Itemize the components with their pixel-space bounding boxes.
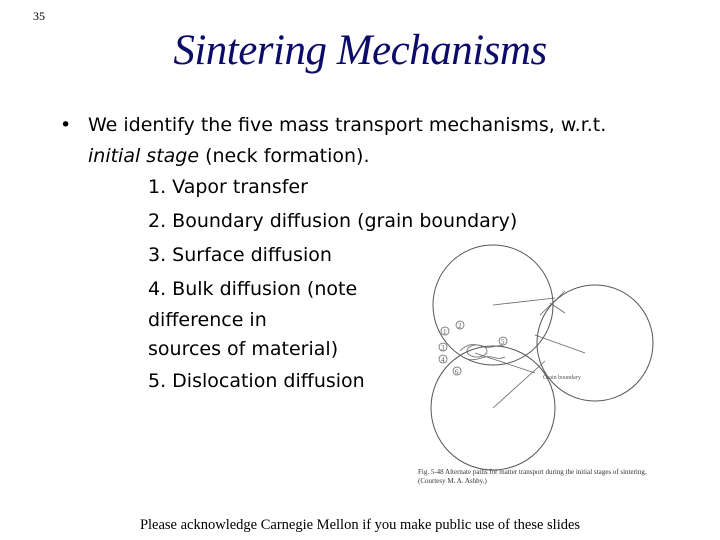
- center-line-top: [493, 298, 555, 305]
- path-label-6: 6: [455, 368, 459, 376]
- mechanism-item-4: 4. Bulk diffusion (note: [148, 278, 358, 300]
- bullet-icon: •: [60, 114, 72, 136]
- slide-number: 35: [33, 9, 45, 23]
- intro-italic-text: initial stage: [88, 145, 200, 167]
- intro-line-1: We identify the five mass transport mechanisms, w.r.t.: [88, 114, 607, 136]
- slide-title: Sintering Mechanisms: [173, 27, 547, 74]
- path-label-3: 3: [441, 344, 445, 352]
- path-label-4: 4: [441, 356, 445, 364]
- path-label-5: 5: [501, 338, 505, 346]
- bullet-item: [60, 108, 680, 170]
- caption-line-1: Fig. 5-48 Alternate paths for matter transport during the initial stages of sintering.: [418, 468, 647, 476]
- footer-note: Please acknowledge Carnegie Mellon if you make public use of these slides: [139, 517, 581, 533]
- mechanism-item-2: 2. Boundary diffusion (grain boundary): [148, 210, 518, 232]
- neck-region: [467, 345, 487, 357]
- grain-boundary-label: Grain boundary: [543, 375, 581, 381]
- center-line-right: [535, 335, 585, 353]
- path-label-2: 2: [458, 322, 462, 330]
- caption-line-2: (Courtesy M. A. Ashby.): [418, 477, 487, 485]
- mechanism-item-3: 3. Surface diffusion: [148, 244, 332, 266]
- intro-line-2: [88, 142, 680, 170]
- intro-rest-text: (neck formation).: [199, 145, 370, 167]
- mechanism-item-1: 1. Vapor transfer: [148, 176, 308, 198]
- mechanism-item-4-cont-1: difference in: [148, 309, 267, 331]
- mechanism-item-4-cont-2: sources of material): [148, 338, 339, 360]
- mechanism-item-5: 5. Dislocation diffusion: [148, 370, 365, 392]
- particle-right: [537, 285, 653, 401]
- sintering-paths-figure: [415, 243, 660, 493]
- figure-caption: [418, 468, 658, 486]
- path-label-1: 1: [443, 328, 447, 336]
